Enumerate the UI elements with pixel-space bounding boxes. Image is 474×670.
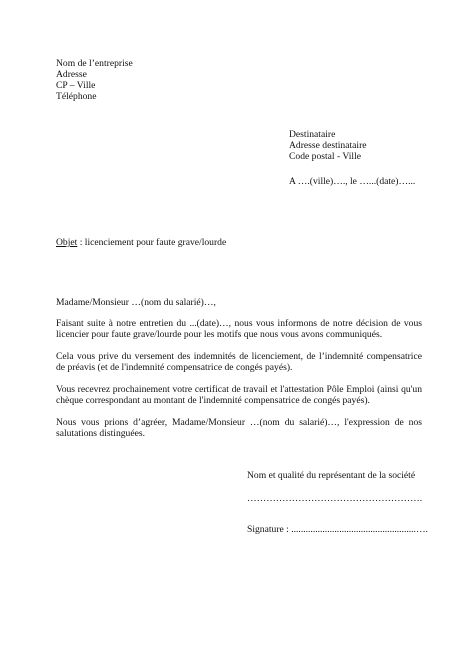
subject-line: [56, 237, 226, 248]
body-paragraph-4: Nous vous prions d’agréer, Madame/Monsieur …(nom du salarié)…, l'expression de nos salutations distinguées.: [56, 417, 422, 439]
recipient-name: Destinataire: [289, 129, 336, 140]
sender-address: [56, 58, 133, 102]
sender-phone-line: Téléphone: [56, 91, 97, 102]
signature-block: [247, 470, 428, 535]
subject-label: Objet: [56, 237, 78, 248]
sender-city-line: CP – Ville: [56, 80, 96, 91]
body-paragraph-1: Faisant suite à notre entretien du ...(date)…, nous vous informons de notre décision de vous licencier pour faute grave/lourde pour les motifs que nous vous avons communiqués.: [56, 318, 422, 340]
representative-dotted-line: ……………………………………………….: [247, 493, 423, 504]
body-paragraph-3: Vous recevrez prochainement votre certificat de travail et l'attestation Pôle Emploi (ainsi qu'un chèque correspondant au montant de l'indemnité compensatrice de congés payés).: [56, 384, 422, 406]
recipient-address-line: Adresse destinataire: [289, 140, 367, 151]
sender-company-name: Nom de l’entreprise: [56, 58, 133, 69]
place-date-text: A ….(ville)…., le …...(date)…...: [289, 176, 416, 187]
signature-label: Signature : ....................................................….: [247, 524, 428, 535]
subject-text: : licenciement pour faute grave/lourde: [77, 237, 227, 248]
body-paragraph-2: Cela vous prive du versement des indemnités de licenciement, de l’indemnité compensatrice de préavis (et de l'indemnité compensatrice de congés payés).: [56, 351, 422, 373]
recipient-city-line: Code postal - Ville: [289, 151, 361, 162]
salutation-text: Madame/Monsieur …(nom du salarié)…,: [56, 297, 216, 308]
place-date: [289, 176, 415, 187]
recipient-address: [289, 129, 367, 162]
representative-title: Nom et qualité du représentant de la société: [247, 470, 416, 481]
sender-address-line: Adresse: [56, 69, 87, 80]
letter-body: [56, 318, 422, 439]
salutation: [56, 297, 216, 308]
